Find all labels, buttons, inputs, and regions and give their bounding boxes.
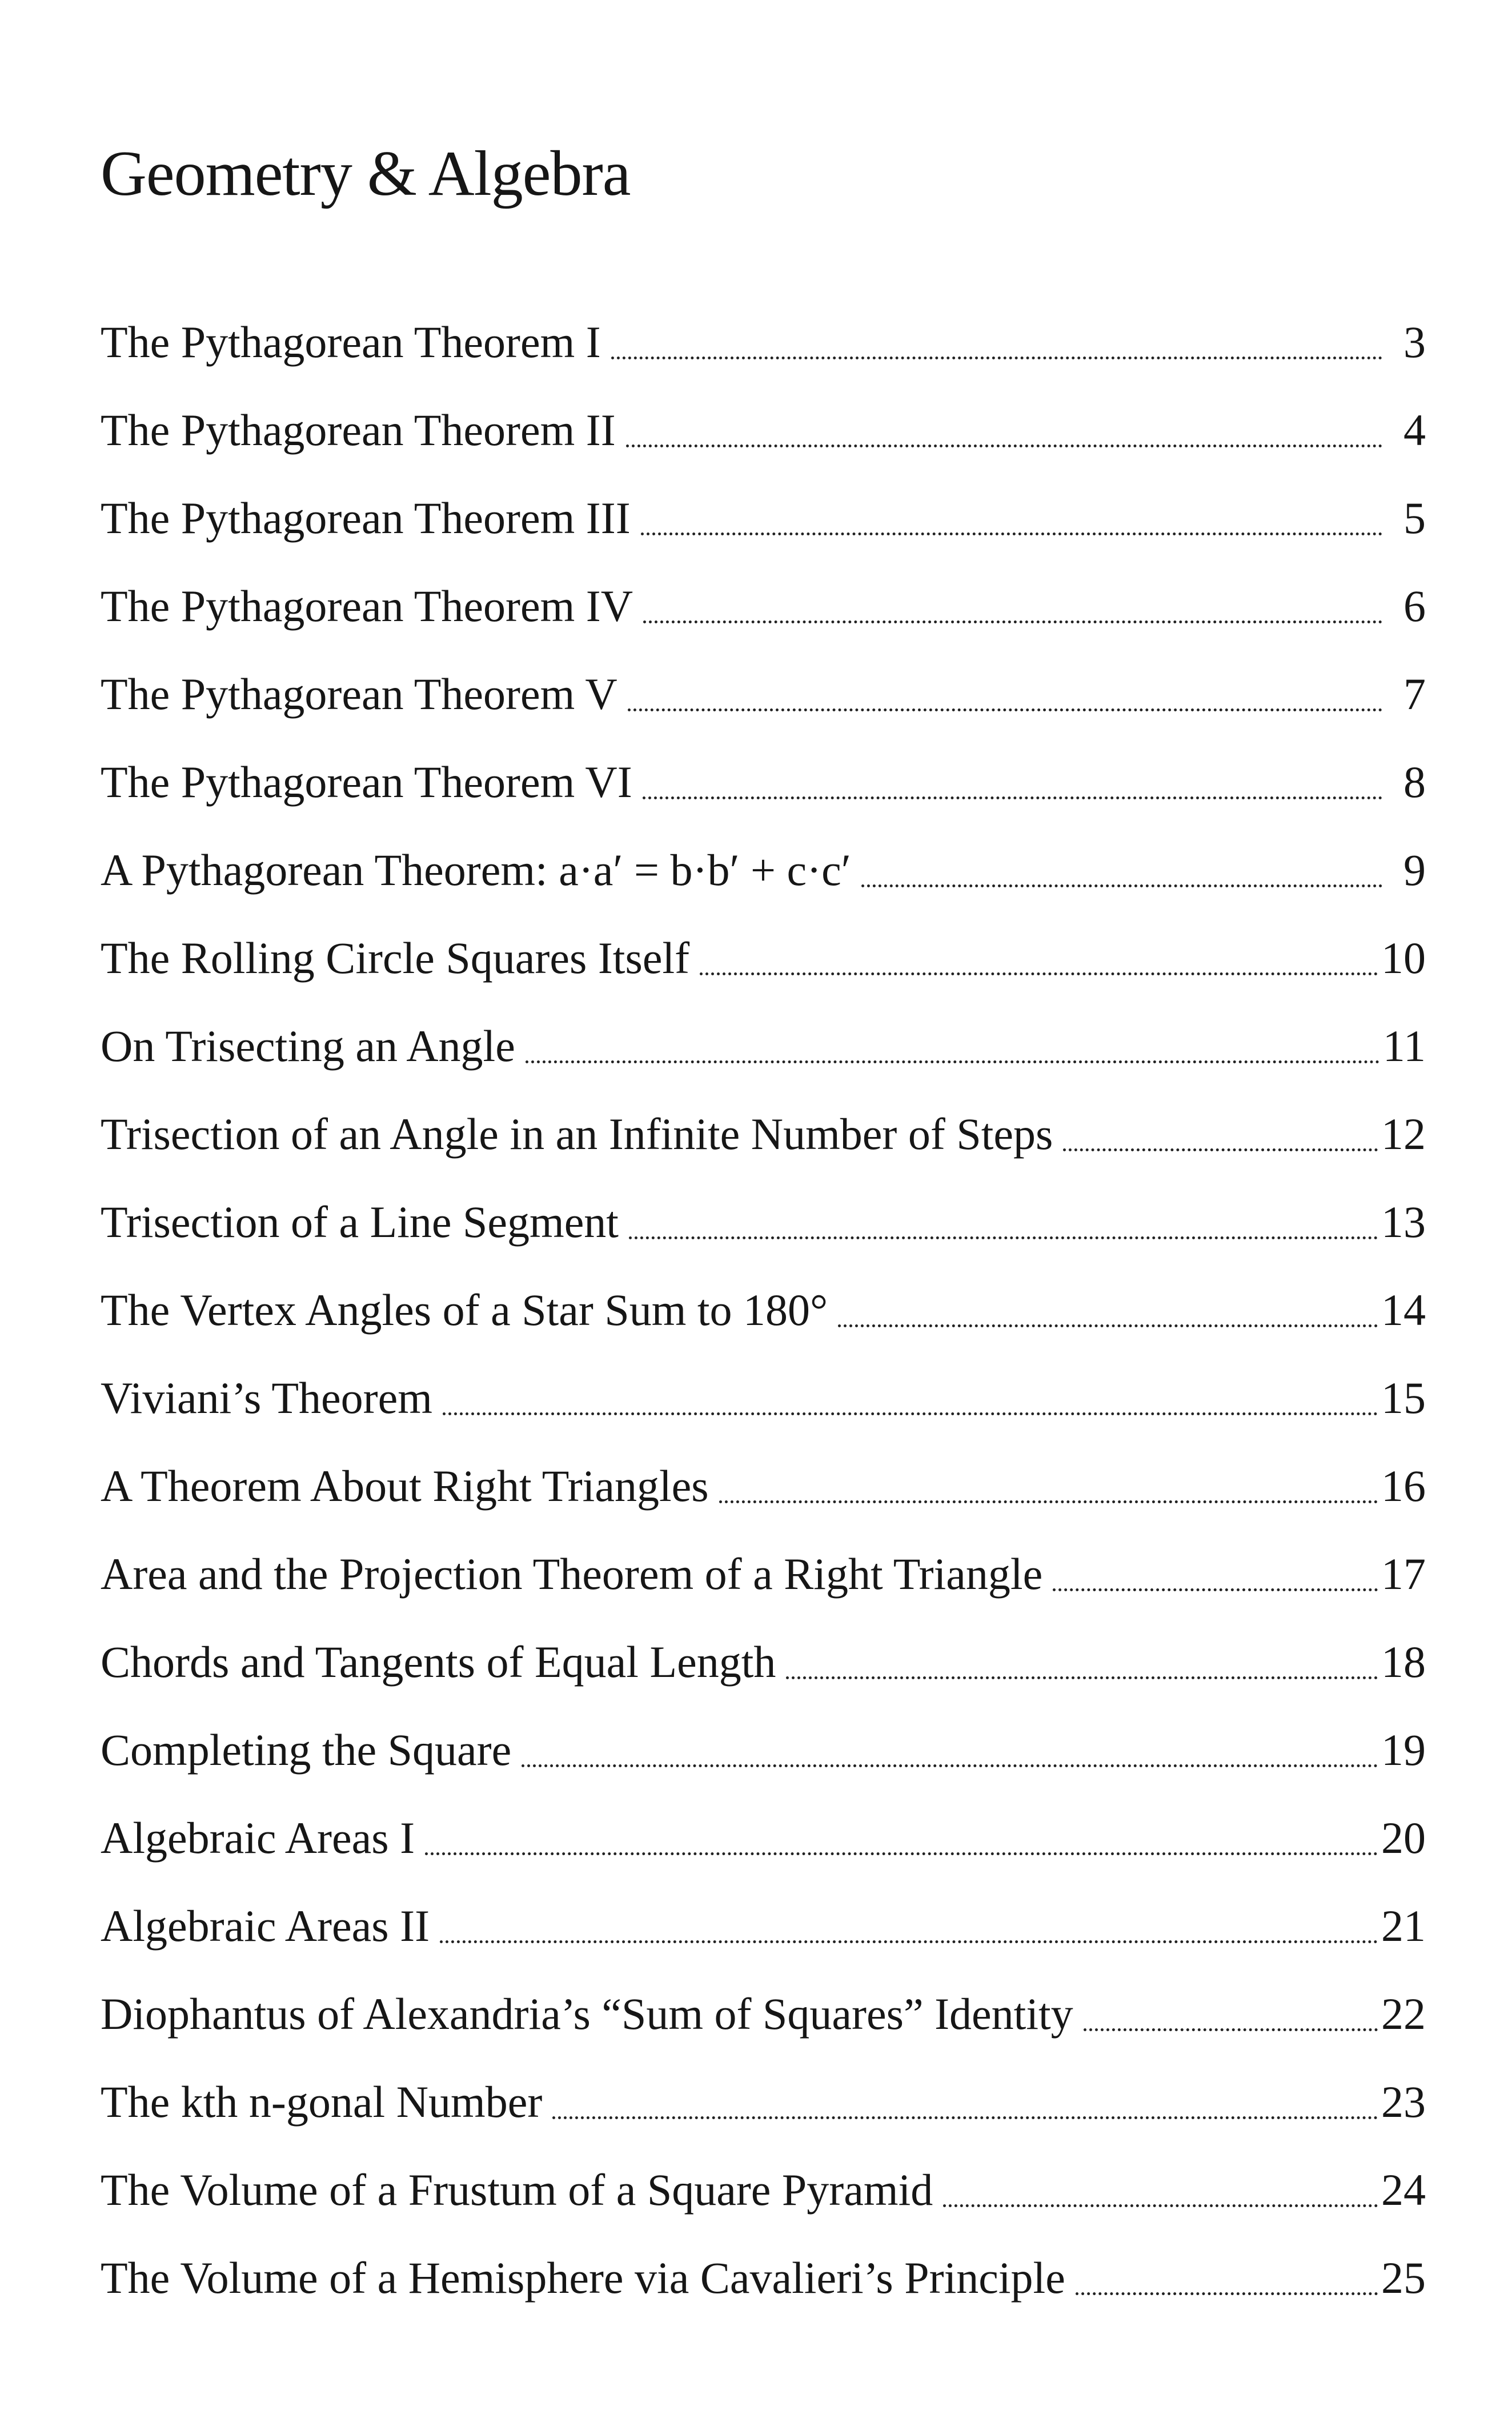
dot-leader: [443, 1412, 1378, 1415]
toc-entry-title: The Rolling Circle Squares Itself: [101, 933, 690, 983]
toc-entry[interactable]: [101, 1021, 1426, 1112]
toc-page-number: 15: [1381, 1373, 1426, 1423]
dot-leader: [611, 357, 1382, 359]
toc-entry-title: Algebraic Areas II: [101, 1901, 430, 1951]
dot-leader: [1076, 2292, 1378, 2295]
toc-entry[interactable]: [101, 2077, 1426, 2168]
toc-entry[interactable]: [101, 1197, 1426, 1288]
toc-entry-title: On Trisecting an Angle: [101, 1021, 515, 1071]
toc-entry-title: The Volume of a Frustum of a Square Pyramid: [101, 2165, 933, 2215]
toc-page-number: 19: [1381, 1725, 1426, 1775]
toc-page-number: 14: [1381, 1285, 1426, 1335]
dot-leader: [643, 796, 1382, 799]
toc-entry-title: A Theorem About Right Triangles: [101, 1461, 709, 1511]
toc-entry[interactable]: [101, 845, 1426, 936]
toc-entry[interactable]: [101, 405, 1426, 496]
dot-leader: [838, 1324, 1378, 1327]
toc-entry[interactable]: [101, 1373, 1426, 1464]
toc-entry-title: The Volume of a Hemisphere via Cavalieri’s Principle: [101, 2253, 1065, 2303]
table-of-contents: [101, 317, 1426, 2344]
toc-page-number: 25: [1381, 2253, 1426, 2303]
toc-page-number: 3: [1403, 317, 1426, 367]
dot-leader: [522, 1764, 1378, 1767]
toc-page-number: 10: [1381, 933, 1426, 983]
toc-entry-title: Algebraic Areas I: [101, 1813, 415, 1863]
dot-leader: [425, 1852, 1378, 1855]
dot-leader: [943, 2204, 1378, 2207]
toc-entry-title: Area and the Projection Theorem of a Right Triangle: [101, 1549, 1043, 1599]
dot-leader: [629, 1236, 1378, 1239]
toc-page-number: 7: [1403, 669, 1426, 719]
toc-entry[interactable]: [101, 317, 1426, 408]
toc-entry[interactable]: [101, 1725, 1426, 1816]
toc-entry[interactable]: [101, 757, 1426, 848]
toc-entry[interactable]: [101, 1901, 1426, 1992]
toc-page-number: 11: [1382, 1021, 1426, 1071]
toc-page-number: 23: [1381, 2077, 1426, 2127]
toc-page-number: 4: [1403, 405, 1426, 455]
dot-leader: [526, 1060, 1379, 1063]
toc-entry-title: The kth n-gonal Number: [101, 2077, 543, 2127]
dot-leader: [552, 2116, 1378, 2119]
toc-entry-title: The Vertex Angles of a Star Sum to 180°: [101, 1285, 828, 1335]
dot-leader: [440, 1940, 1378, 1943]
toc-entry[interactable]: [101, 1813, 1426, 1904]
toc-page-number: 8: [1403, 757, 1426, 807]
toc-entry[interactable]: [101, 1637, 1426, 1728]
toc-entry-title: Trisection of a Line Segment: [101, 1197, 619, 1247]
toc-page-number: 20: [1381, 1813, 1426, 1863]
dot-leader: [861, 884, 1382, 887]
toc-entry-title: The Pythagorean Theorem II: [101, 405, 616, 455]
toc-entry-title: The Pythagorean Theorem V: [101, 669, 617, 719]
dot-leader: [628, 708, 1382, 711]
toc-entry[interactable]: [101, 1549, 1426, 1640]
toc-page-number: 21: [1381, 1901, 1426, 1951]
dot-leader: [1053, 1588, 1378, 1591]
toc-entry-title: The Pythagorean Theorem I: [101, 317, 601, 367]
toc-page-number: 17: [1381, 1549, 1426, 1599]
toc-entry[interactable]: [101, 2165, 1426, 2256]
toc-entry-title: The Pythagorean Theorem VI: [101, 757, 632, 807]
page-title: Geometry & Algebra: [101, 138, 631, 209]
toc-entry[interactable]: [101, 669, 1426, 760]
dot-leader: [1063, 1148, 1378, 1151]
toc-entry-title: Completing the Square: [101, 1725, 512, 1775]
toc-page-number: 22: [1381, 1989, 1426, 2039]
toc-entry[interactable]: [101, 1461, 1426, 1552]
toc-page-number: 24: [1381, 2165, 1426, 2215]
toc-page-number: 18: [1381, 1637, 1426, 1687]
dot-leader: [1084, 2028, 1378, 2031]
toc-page-number: 5: [1403, 493, 1426, 543]
toc-entry-title: Chords and Tangents of Equal Length: [101, 1637, 776, 1687]
toc-page-number: 6: [1403, 581, 1426, 631]
toc-page-number: 9: [1403, 845, 1426, 895]
toc-page-number: 12: [1381, 1109, 1426, 1159]
toc-entry[interactable]: [101, 493, 1426, 584]
toc-entry-title: The Pythagorean Theorem IV: [101, 581, 633, 631]
toc-page-number: 13: [1381, 1197, 1426, 1247]
toc-entry[interactable]: [101, 1109, 1426, 1200]
toc-entry[interactable]: [101, 933, 1426, 1024]
toc-entry-title: Diophantus of Alexandria’s “Sum of Squares” Identity: [101, 1989, 1073, 2039]
dot-leader: [643, 620, 1382, 623]
toc-entry-title: Viviani’s Theorem: [101, 1373, 432, 1423]
dot-leader: [641, 533, 1382, 535]
toc-entry-title: Trisection of an Angle in an Infinite Number of Steps: [101, 1109, 1053, 1159]
dot-leader: [786, 1676, 1378, 1679]
toc-entry[interactable]: [101, 1285, 1426, 1376]
toc-entry[interactable]: [101, 581, 1426, 672]
dot-leader: [719, 1500, 1378, 1503]
dot-leader: [700, 972, 1378, 975]
toc-page-number: 16: [1381, 1461, 1426, 1511]
dot-leader: [626, 445, 1382, 447]
toc-entry-title: The Pythagorean Theorem III: [101, 493, 631, 543]
toc-entry[interactable]: [101, 1989, 1426, 2080]
toc-entry[interactable]: [101, 2253, 1426, 2344]
toc-entry-title: A Pythagorean Theorem: a·a′ = b·b′ + c·c′: [101, 845, 851, 895]
